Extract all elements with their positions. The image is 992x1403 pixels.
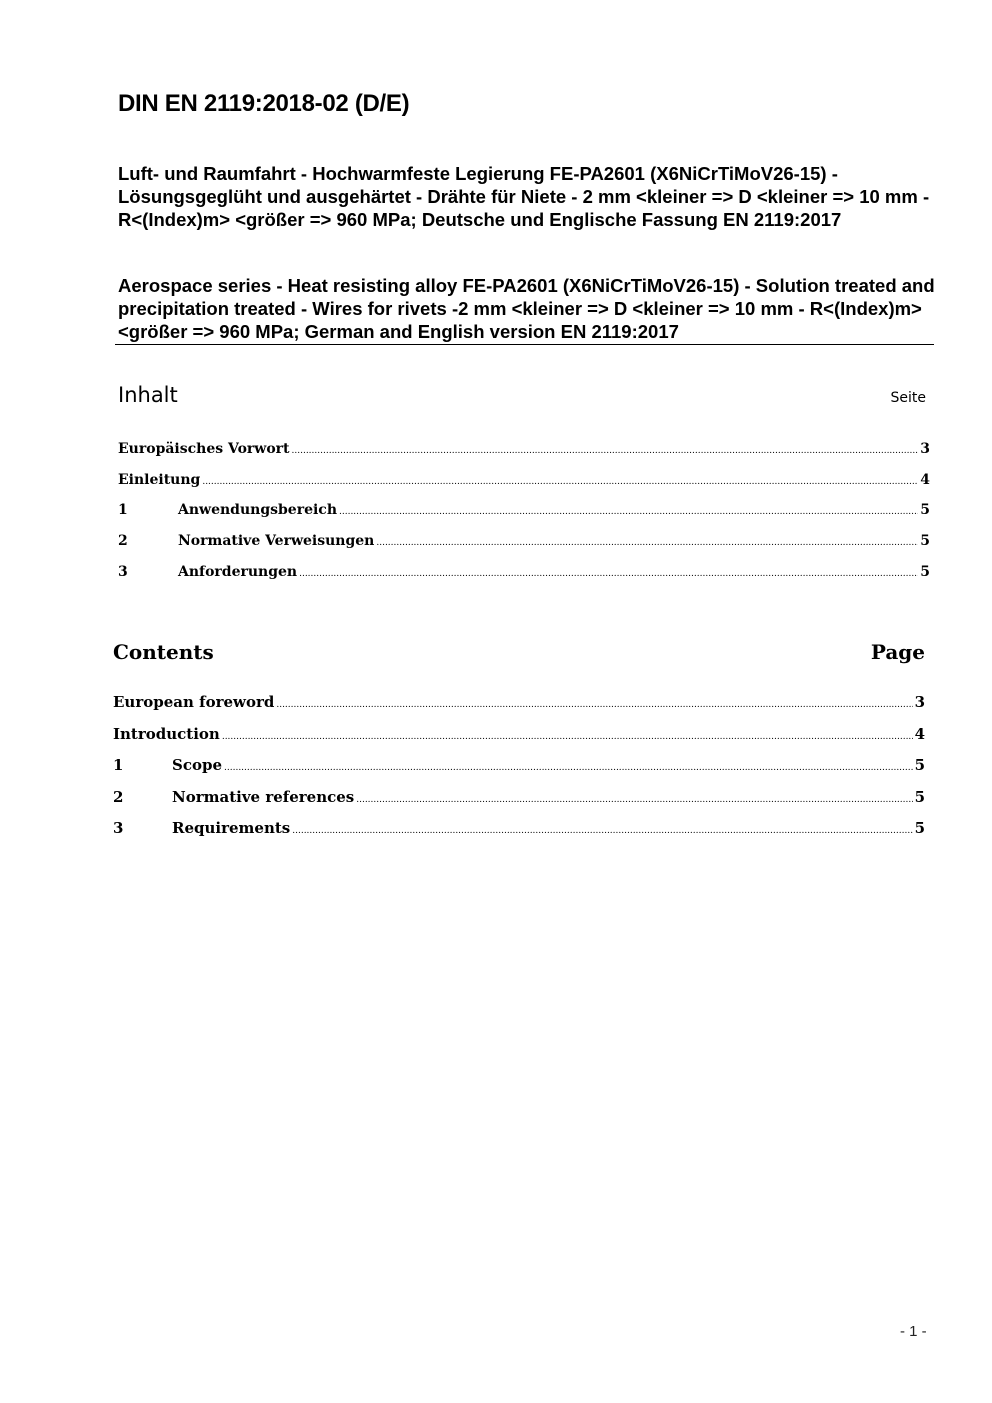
- toc-entry[interactable]: [113, 725, 925, 757]
- toc-leader-dots: [376, 538, 918, 548]
- toc-entry-number: 2: [118, 533, 128, 550]
- toc-leader-dots: [299, 569, 918, 579]
- toc-entry-page: 5: [914, 756, 925, 774]
- title-english: Aerospace series - Heat resisting alloy FE-PA2601 (X6NiCrTiMoV26-15) - Solution treated and precipitation treated - Wires for rivets -2 mm <kleiner => D <kleiner => 10 mm - R<(Index)m> <größer => 960 MPa; German and English version EN 2119:2017: [118, 275, 935, 342]
- title-divider: [115, 344, 934, 345]
- toc-entry[interactable]: [118, 472, 930, 503]
- toc-entry[interactable]: [118, 533, 930, 564]
- toc-entry[interactable]: [118, 564, 930, 595]
- toc-english: [113, 693, 925, 851]
- toc-entry[interactable]: [118, 441, 930, 472]
- toc-entry-title: Anforderungen: [178, 563, 298, 580]
- toc-leader-dots: [292, 826, 912, 836]
- toc-entry[interactable]: [113, 788, 925, 820]
- toc-entry[interactable]: [118, 502, 930, 533]
- toc-entry-title: Einleitung: [118, 471, 201, 488]
- toc-leader-dots: [202, 477, 918, 487]
- toc-entry-number: 3: [118, 563, 128, 580]
- toc-entry[interactable]: [113, 819, 925, 851]
- toc-entry[interactable]: [113, 756, 925, 788]
- page-number: - 1 -: [900, 1323, 927, 1340]
- toc-entry-title: Requirements: [172, 819, 291, 837]
- toc-header-german: [118, 383, 926, 407]
- toc-entry-title: Anwendungsbereich: [178, 502, 337, 519]
- toc-heading-english: Contents: [113, 640, 214, 664]
- toc-entry-number: 1: [113, 756, 124, 774]
- toc-entry-title: Normative references: [172, 787, 355, 806]
- toc-entry-page: 5: [914, 819, 925, 837]
- toc-entry-page: 4: [914, 724, 925, 743]
- toc-page-label-german: Seite: [890, 390, 926, 406]
- toc-entry-title: Normative Verweisungen: [178, 533, 375, 550]
- toc-entry-page: 3: [914, 693, 925, 711]
- toc-page-label-english: Page: [870, 640, 925, 664]
- toc-entry[interactable]: [113, 693, 925, 725]
- document-number: DIN EN 2119:2018-02 (D/E): [118, 90, 410, 117]
- toc-entry-number: 1: [118, 502, 128, 519]
- toc-leader-dots: [356, 795, 912, 805]
- toc-entry-number: 2: [113, 787, 124, 806]
- toc-entry-page: 5: [920, 533, 930, 550]
- toc-entry-title: Europäisches Vorwort: [118, 441, 290, 457]
- toc-german: [118, 441, 930, 594]
- toc-leader-dots: [224, 763, 913, 773]
- toc-entry-number: 3: [113, 819, 124, 837]
- toc-entry-page: 5: [914, 787, 925, 806]
- toc-entry-page: 4: [920, 471, 930, 488]
- toc-heading-german: Inhalt: [118, 383, 178, 407]
- toc-leader-dots: [339, 507, 918, 517]
- toc-entry-page: 5: [920, 563, 930, 580]
- title-german: Luft- und Raumfahrt - Hochwarmfeste Legierung FE-PA2601 (X6NiCrTiMoV26-15) - Lösungsgeglüht und ausgehärtet - Drähte für Niete - 2 mm <kleiner => D <kleiner => 10 mm - R<(Index)m> <größer => 960 MPa; Deutsche und Englische Fassung EN 2119:2017: [118, 163, 930, 230]
- toc-header-english: [113, 640, 925, 664]
- toc-leader-dots: [276, 700, 912, 710]
- toc-entry-page: 3: [920, 441, 930, 457]
- toc-entry-title: European foreword: [113, 693, 275, 711]
- toc-leader-dots: [222, 732, 913, 742]
- toc-entry-page: 5: [920, 502, 930, 519]
- toc-leader-dots: [292, 446, 919, 456]
- toc-entry-title: Introduction: [113, 724, 220, 743]
- toc-entry-title: Scope: [172, 756, 223, 774]
